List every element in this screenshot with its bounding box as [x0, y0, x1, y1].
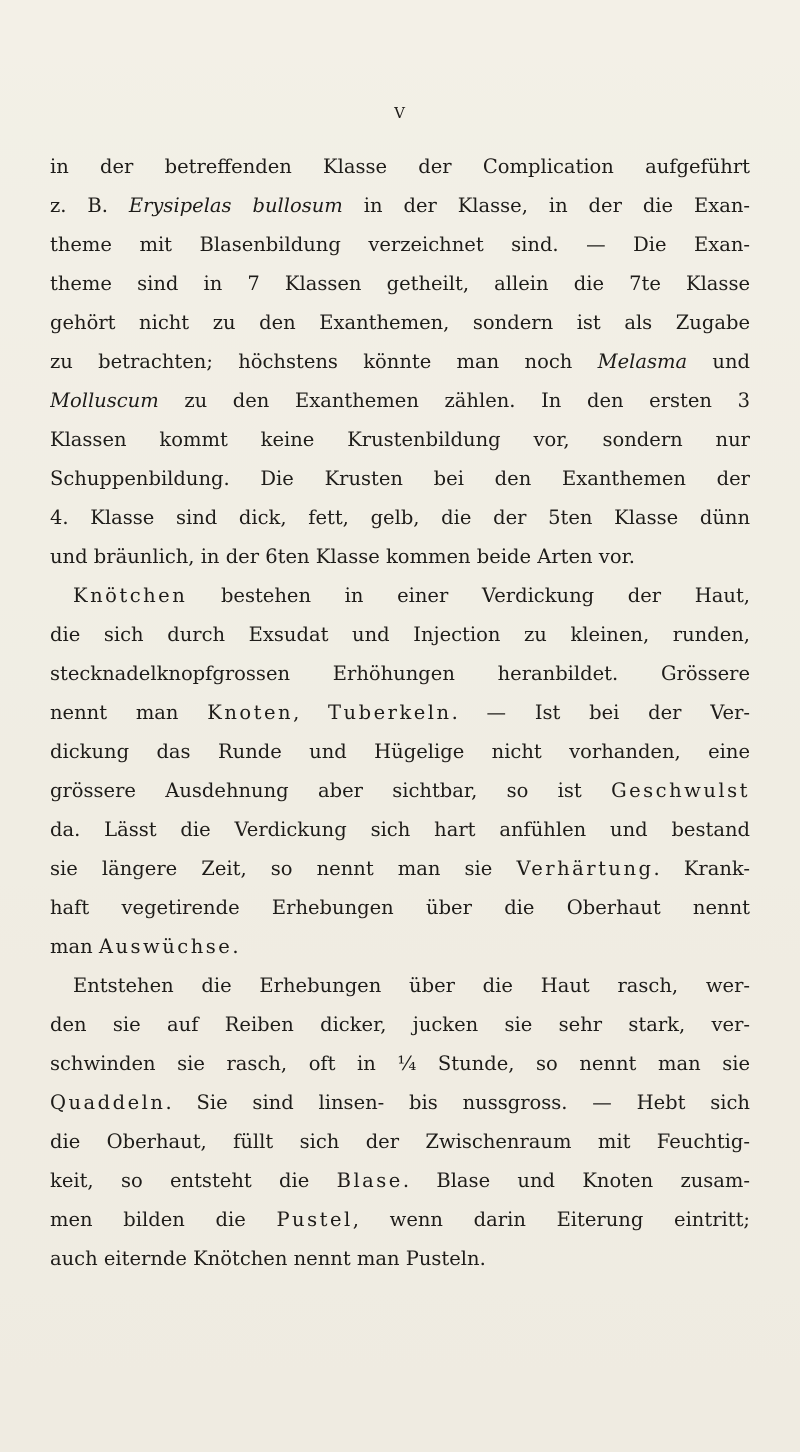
spaced-term: Knoten	[207, 701, 294, 724]
text-run: 4. Klasse sind dick, fett, gelb, die der 5ten Klasse dünn	[50, 506, 750, 529]
spaced-term: Verhärtung	[516, 857, 654, 880]
text-line	[50, 381, 750, 420]
text-run: z. B.	[50, 194, 129, 217]
text-run: theme sind in 7 Klassen getheilt, allein die 7te Klasse	[50, 272, 750, 295]
text-line	[50, 459, 750, 498]
text-line	[50, 1200, 750, 1239]
italic-term: Molluscum	[50, 389, 159, 412]
text-line	[50, 576, 750, 615]
spaced-term: Knötchen	[73, 584, 188, 607]
text-line	[50, 225, 750, 264]
text-run: bestehen in einer Verdickung der Haut,	[187, 584, 750, 607]
text-line	[50, 654, 750, 693]
page-number: V	[394, 104, 406, 122]
text-line	[50, 771, 750, 810]
text-line	[50, 420, 750, 459]
text-line	[50, 810, 750, 849]
text-run: . — Ist bei der Ver-	[451, 701, 750, 724]
text-run: . Krank-	[653, 857, 750, 880]
text-run: da. Lässt die Verdickung sich hart anfühlen und bestand	[50, 818, 750, 841]
spaced-term: Blase	[336, 1169, 403, 1192]
text-run: Entstehen die Erhebungen über die Haut rasch, wer-	[73, 974, 750, 997]
text-line	[50, 537, 750, 576]
text-run: in der Klasse, in der die Exan-	[342, 194, 750, 217]
text-run: . Blase und Knoten zusam-	[402, 1169, 750, 1192]
text-line	[50, 732, 750, 771]
text-run: theme mit Blasenbildung verzeichnet sind. — Die Exan-	[50, 233, 750, 256]
text-run: grössere Ausdehnung aber sichtbar, so ist	[50, 779, 612, 802]
text-line	[50, 927, 750, 966]
text-run: in der betreffenden Klasse der Complication aufgeführt	[50, 155, 750, 178]
text-line	[50, 615, 750, 654]
spaced-term: Quaddeln	[50, 1091, 166, 1114]
text-run: die sich durch Exsudat und Injection zu kleinen, runden,	[50, 623, 750, 646]
text-line	[50, 1239, 750, 1278]
text-run: zu den Exanthemen zählen. In den ersten 3	[158, 389, 750, 412]
text-run: dickung das Runde und Hügelige nicht vorhanden, eine	[50, 740, 750, 763]
text-line	[50, 849, 750, 888]
text-line	[50, 303, 750, 342]
text-line	[50, 1122, 750, 1161]
text-run: .	[232, 935, 239, 958]
text-line	[50, 888, 750, 927]
text-line	[50, 966, 750, 1005]
text-run: sie längere Zeit, so nennt man sie	[50, 857, 517, 880]
text-line	[50, 1161, 750, 1200]
text-line	[50, 693, 750, 732]
spaced-term: Tuberkeln	[328, 701, 452, 724]
text-run: ,	[293, 701, 329, 724]
italic-term: Melasma	[597, 350, 688, 373]
spaced-term: Geschwulst	[611, 779, 750, 802]
text-run: zu betrachten; höchstens könnte man noch	[50, 350, 598, 373]
text-run: die Oberhaut, füllt sich der Zwischenraum mit Feuchtig-	[50, 1130, 750, 1153]
text-line	[50, 147, 750, 186]
text-line	[50, 1083, 750, 1122]
text-run: auch eiternde Knötchen nennt man Pusteln.	[50, 1247, 486, 1270]
text-run: man	[50, 935, 99, 958]
text-run: haft vegetirende Erhebungen über die Oberhaut nennt	[50, 896, 750, 919]
text-line	[50, 1044, 750, 1083]
text-run: , wenn darin Eiterung eintritt;	[352, 1208, 750, 1231]
text-line	[50, 342, 750, 381]
italic-term: Erysipelas bullosum	[128, 194, 343, 217]
text-run: men bilden die	[50, 1208, 277, 1231]
text-run: schwinden sie rasch, oft in ¼ Stunde, so nennt man sie	[50, 1052, 750, 1075]
text-run: stecknadelknopfgrossen Erhöhungen heranbildet. Grössere	[50, 662, 750, 685]
text-run: nennt man	[50, 701, 208, 724]
text-line	[50, 186, 750, 225]
spaced-term: Auswüchse	[98, 935, 233, 958]
text-run: Schuppenbildung. Die Krusten bei den Exanthemen der	[50, 467, 750, 490]
text-run: . Sie sind linsen- bis nussgross. — Hebt sich	[165, 1091, 750, 1114]
text-line	[50, 264, 750, 303]
text-run: keit, so entsteht die	[50, 1169, 337, 1192]
text-run: und	[687, 350, 750, 373]
text-run: und bräunlich, in der 6ten Klasse kommen beide Arten vor.	[50, 545, 635, 568]
text-line	[50, 1005, 750, 1044]
text-line	[50, 498, 750, 537]
spaced-term: Pustel	[276, 1208, 353, 1231]
text-run: Klassen kommt keine Krustenbildung vor, sondern nur	[50, 428, 750, 451]
body-text	[50, 147, 750, 1278]
text-run: den sie auf Reiben dicker, jucken sie sehr stark, ver-	[50, 1013, 750, 1036]
text-run: gehört nicht zu den Exanthemen, sondern ist als Zugabe	[50, 311, 750, 334]
